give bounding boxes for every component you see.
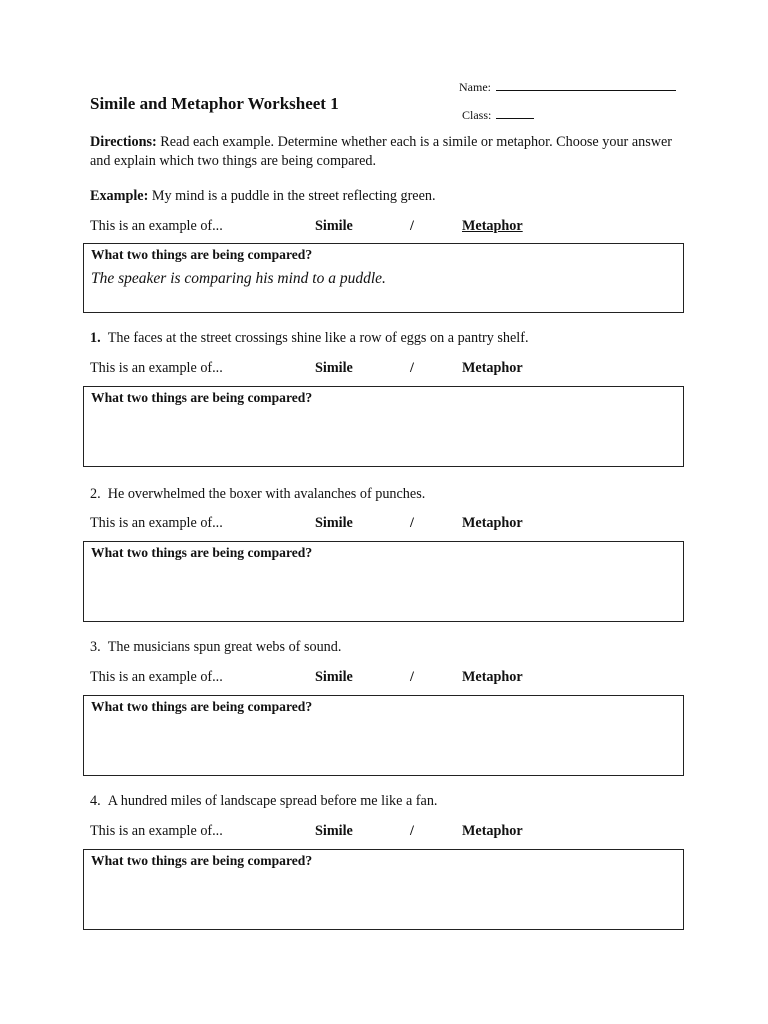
question-3-answer-box[interactable] bbox=[83, 695, 684, 776]
question-2-choice-row bbox=[90, 514, 690, 532]
box-answer-text: The speaker is comparing his mind to a puddle. bbox=[91, 270, 386, 287]
question-text: The faces at the street crossings shine like a row of eggs on a pantry shelf. bbox=[107, 330, 529, 346]
question-1-prompt bbox=[90, 329, 529, 347]
choice-lead: This is an example of... bbox=[90, 823, 223, 839]
directions-paragraph bbox=[90, 133, 690, 170]
question-3-prompt bbox=[90, 638, 341, 656]
metaphor-option-selected[interactable]: Metaphor bbox=[462, 218, 523, 234]
simile-option[interactable]: Simile bbox=[315, 823, 353, 839]
name-blank-line[interactable] bbox=[496, 78, 676, 91]
question-text: He overwhelmed the boxer with avalanches of punches. bbox=[107, 486, 426, 502]
example-text: My mind is a puddle in the street reflecting green. bbox=[148, 188, 436, 204]
choice-separator: / bbox=[410, 669, 414, 685]
metaphor-option[interactable]: Metaphor bbox=[462, 360, 523, 376]
question-text: The musicians spun great webs of sound. bbox=[107, 639, 342, 655]
question-text: A hundred miles of landscape spread before me like a fan. bbox=[107, 793, 438, 809]
class-label: Class: bbox=[462, 108, 492, 122]
box-question: What two things are being compared? bbox=[91, 390, 313, 405]
question-1-answer-box[interactable] bbox=[83, 386, 684, 467]
simile-option[interactable]: Simile bbox=[315, 515, 353, 531]
question-2-prompt bbox=[90, 485, 425, 503]
simile-option[interactable]: Simile bbox=[315, 360, 353, 376]
simile-option[interactable]: Simile bbox=[315, 669, 353, 685]
question-4-choice-row bbox=[90, 822, 690, 840]
choice-lead: This is an example of... bbox=[90, 360, 223, 376]
box-question: What two things are being compared? bbox=[91, 545, 313, 560]
choice-separator: / bbox=[410, 823, 414, 839]
question-4-answer-box[interactable] bbox=[83, 849, 684, 930]
box-question: What two things are being compared? bbox=[91, 247, 313, 262]
box-question: What two things are being compared? bbox=[91, 699, 313, 714]
example-answer-box[interactable] bbox=[83, 243, 684, 313]
name-field-row bbox=[459, 78, 676, 95]
question-3-choice-row bbox=[90, 668, 690, 686]
class-field-row bbox=[462, 106, 534, 123]
simile-option[interactable]: Simile bbox=[315, 218, 353, 234]
choice-separator: / bbox=[410, 218, 414, 234]
choice-lead: This is an example of... bbox=[90, 515, 223, 531]
directions-label: Directions: bbox=[90, 134, 157, 150]
choice-lead: This is an example of... bbox=[90, 218, 223, 234]
question-number: 2. bbox=[90, 486, 101, 502]
example-prompt bbox=[90, 187, 436, 205]
class-blank-line[interactable] bbox=[496, 106, 534, 119]
directions-text: Read each example. Determine whether each is a simile or metaphor. Choose your answer and explain which two things are being compared. bbox=[90, 134, 673, 169]
metaphor-option[interactable]: Metaphor bbox=[462, 515, 523, 531]
question-number: 3. bbox=[90, 639, 101, 655]
question-4-prompt bbox=[90, 792, 437, 810]
worksheet-title: Simile and Metaphor Worksheet 1 bbox=[90, 94, 339, 113]
example-label: Example: bbox=[90, 188, 149, 204]
question-2-answer-box[interactable] bbox=[83, 541, 684, 622]
metaphor-option[interactable]: Metaphor bbox=[462, 823, 523, 839]
example-choice-row bbox=[90, 217, 690, 235]
choice-separator: / bbox=[410, 515, 414, 531]
box-question: What two things are being compared? bbox=[91, 853, 313, 868]
question-1-choice-row bbox=[90, 359, 690, 377]
question-number: 1. bbox=[90, 330, 101, 346]
metaphor-option[interactable]: Metaphor bbox=[462, 669, 523, 685]
question-number: 4. bbox=[90, 793, 101, 809]
choice-separator: / bbox=[410, 360, 414, 376]
name-label: Name: bbox=[459, 80, 491, 94]
choice-lead: This is an example of... bbox=[90, 669, 223, 685]
